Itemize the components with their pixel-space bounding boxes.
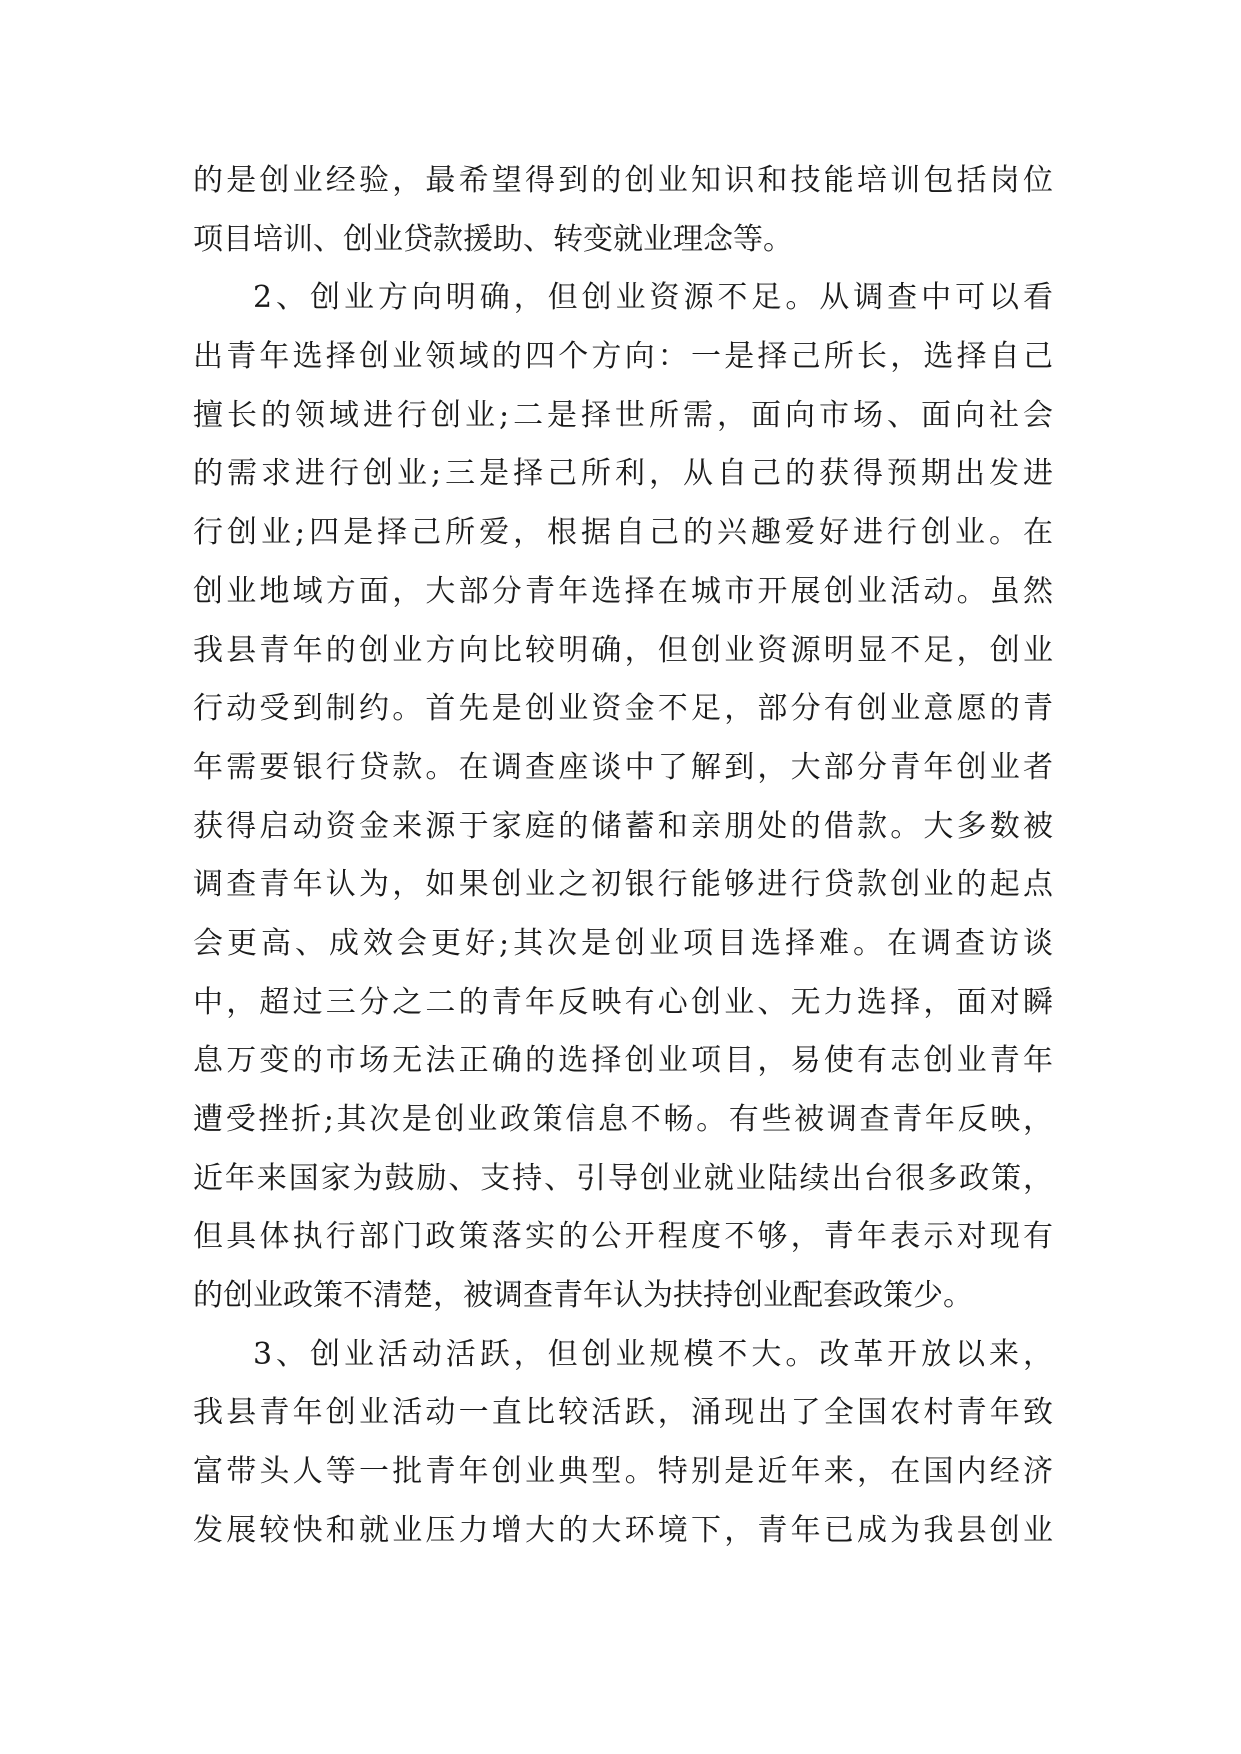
text-line: 的是创业经验，最希望得到的创业知识和技能培训包括岗位	[193, 163, 1053, 198]
text-line: 的创业政策不清楚，被调查青年认为扶持创业配套政策少。	[193, 1278, 973, 1314]
text-line: 出青年选择创业领域的四个方向：一是择己所长，选择自己	[193, 339, 1053, 375]
paragraph-start-line: 3、创业活动活跃，但创业规模不大。改革开放以来，	[253, 1336, 1053, 1372]
text-line: 但具体执行部门政策落实的公开程度不够，青年表示对现有	[193, 1219, 1053, 1255]
text-line: 获得启动资金来源于家庭的储蓄和亲朋处的借款。大多数被	[193, 808, 1053, 844]
text-line: 富带头人等一批青年创业典型。特别是近年来，在国内经济	[193, 1454, 1053, 1490]
text-line: 发展较快和就业压力增大的大环境下，青年已成为我县创业	[193, 1512, 1053, 1548]
text-line: 擅长的领域进行创业;二是择世所需，面向市场、面向社会	[193, 397, 1053, 433]
text-line: 我县青年的创业方向比较明确，但创业资源明显不足，创业	[193, 632, 1053, 668]
paragraph-start-line: 2、创业方向明确，但创业资源不足。从调查中可以看	[253, 280, 1053, 316]
text-line: 近年来国家为鼓励、支持、引导创业就业陆续出台很多政策，	[193, 1160, 1053, 1196]
text-line: 的需求进行创业;三是择己所利，从自己的获得预期出发进	[193, 456, 1053, 492]
text-line: 调查青年认为，如果创业之初银行能够进行贷款创业的起点	[193, 867, 1053, 903]
text-line: 我县青年创业活动一直比较活跃，涌现出了全国农村青年致	[193, 1395, 1053, 1431]
text-line: 遭受挫折;其次是创业政策信息不畅。有些被调查青年反映，	[193, 1102, 1053, 1137]
text-line: 行动受到制约。首先是创业资金不足，部分有创业意愿的青	[193, 691, 1053, 727]
body-text	[193, 152, 1053, 1561]
text-line: 中，超过三分之二的青年反映有心创业、无力选择，面对瞬	[193, 984, 1053, 1020]
text-line: 息万变的市场无法正确的选择创业项目，易使有志创业青年	[193, 1043, 1053, 1079]
text-line: 会更高、成效会更好;其次是创业项目选择难。在调查访谈	[193, 925, 1053, 961]
text-line: 创业地域方面，大部分青年选择在城市开展创业活动。虽然	[193, 573, 1053, 609]
text-line: 行创业;四是择己所爱，根据自己的兴趣爱好进行创业。在	[193, 515, 1053, 551]
text-line: 项目培训、创业贷款援助、转变就业理念等。	[193, 221, 793, 257]
text-line: 年需要银行贷款。在调查座谈中了解到，大部分青年创业者	[193, 749, 1053, 785]
